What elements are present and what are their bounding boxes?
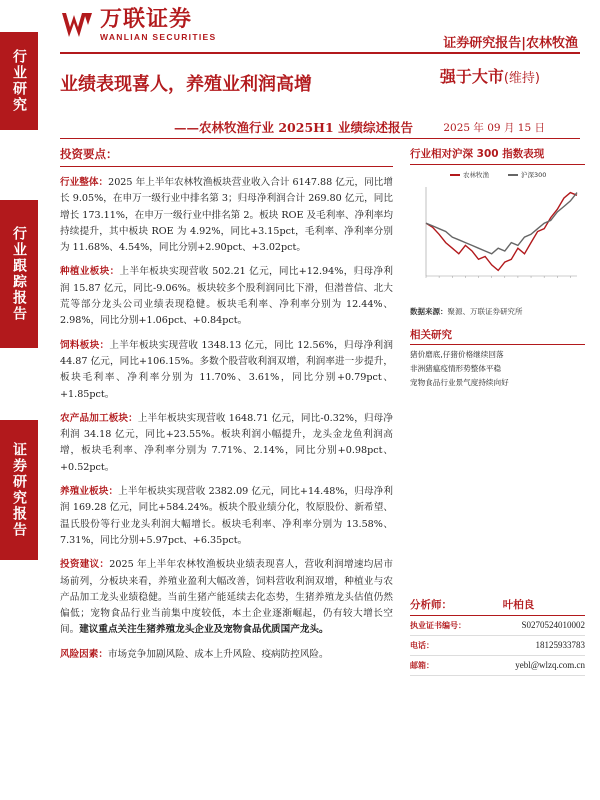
logo-name-cn: 万联证券 xyxy=(100,7,193,32)
legend-swatch xyxy=(508,174,518,176)
analyst-name: 叶柏良 xyxy=(502,599,535,611)
paragraph-lead: 种植业板块： xyxy=(60,266,120,278)
sidebar-block-tracking-report: 行业跟踪报告 xyxy=(0,200,38,348)
summary-paragraph xyxy=(60,411,393,476)
paragraph-lead: 风险因素： xyxy=(60,648,108,660)
analyst-phone-label: 电话： xyxy=(410,641,434,650)
summary-paragraph xyxy=(60,557,393,638)
summary-paragraph xyxy=(60,484,393,549)
sidebar-block-securities-report: 证券研究报告 xyxy=(0,420,38,560)
analyst-box xyxy=(410,597,585,676)
analyst-cert-row xyxy=(410,616,585,636)
sidebar-block-industry-research: 行业研究 xyxy=(0,32,38,130)
report-title: 业绩表现喜人，养殖业利润高增 xyxy=(60,74,312,95)
chart-source xyxy=(410,306,585,317)
analyst-label: 分析师： xyxy=(410,599,452,611)
analyst-cert-label: 执业证书编号： xyxy=(410,621,466,630)
summary-paragraph xyxy=(60,338,393,403)
related-research-list xyxy=(410,348,585,390)
paragraph-lead: 行业整体： xyxy=(60,177,109,188)
related-item[interactable]: 猪价磨底,仔猪价格继续回落 xyxy=(410,350,504,359)
summary-paragraph xyxy=(60,175,393,256)
main-content xyxy=(60,146,393,671)
related-item[interactable]: 非洲猪瘟疫情形势整体平稳 xyxy=(410,364,502,373)
header-divider xyxy=(60,52,580,54)
summary-paragraph xyxy=(60,264,393,329)
legend-label: 农林牧渔 xyxy=(463,171,489,179)
analyst-heading xyxy=(410,597,585,616)
analyst-email-value[interactable]: yebl@wlzq.com.cn xyxy=(515,660,585,670)
paragraph-text: 上半年板块实现营收 1348.13 亿元，同比 12.56%，归母净利润 44.87 亿元，同比+106.15%。多数个股营收利润双增，利润率进一步提升，板块毛利率、净利率分别为 11.70%、3.61%，同比分别+0.79pct、+1.85pct。 xyxy=(60,339,394,400)
analyst-email-row xyxy=(410,656,585,676)
chart-source-label: 数据来源： xyxy=(410,307,448,316)
series-line-agriculture xyxy=(426,193,577,271)
analyst-email-label: 邮箱： xyxy=(410,661,434,670)
logo xyxy=(60,8,216,42)
right-column xyxy=(410,146,585,390)
related-research-heading: 相关研究 xyxy=(410,327,585,345)
paragraph-lead: 养殖业板块： xyxy=(60,486,119,498)
analyst-cert-value: S0270524010002 xyxy=(521,620,585,630)
chart-svg xyxy=(410,169,585,304)
analyst-phone-row xyxy=(410,636,585,656)
title-divider xyxy=(60,138,580,139)
chart xyxy=(410,169,585,304)
rating xyxy=(440,64,540,87)
legend-swatch xyxy=(450,174,460,176)
report-category: 证券研究报告|农林牧渔 xyxy=(443,36,578,51)
logo-name-en: WANLIAN SECURITIES xyxy=(100,32,217,42)
analyst-phone-value: 18125933783 xyxy=(535,640,585,650)
paragraph-text: 上半年板块实现营收 1648.71 亿元，同比-0.32%，归母净利润 34.18 亿元，同比+23.55%。板块利润小幅提升，龙头金龙鱼利润高增，板块毛利率、净利率分别为 7.71%、2.14%，同比分别+0.98pct、+0.52pct。 xyxy=(60,412,394,473)
legend-label: 沪深300 xyxy=(521,171,547,179)
summary-paragraph xyxy=(60,647,393,663)
paragraph-lead: 饲料板块： xyxy=(60,339,110,351)
sidebar xyxy=(0,0,38,800)
paragraph-text: 市场竞争加剧风险、成本上升风险、疫病防控风险。 xyxy=(107,648,329,660)
paragraph-text: 2025 年上半年农林牧渔板块业绩表现喜人，营收利润增速均居市场前列，分板块来看，养殖业盈利大幅改善，饲料营收利润双增，种植业与农产品加工龙头业绩稳健。当前生猪产能延续去化态势，生猪养殖龙头估值仍然偏低；宠物食品行业当前集中度较低，本土企业逐渐崛起，仍有较大增长空间。 xyxy=(60,559,393,636)
wanlian-logo-icon xyxy=(60,9,94,41)
paragraph-lead: 投资建议： xyxy=(60,559,110,571)
chart-title: 行业相对沪深 300 指数表现 xyxy=(410,146,585,165)
paragraph-text: 2025 年上半年农林牧渔板块营业收入合计 6147.88 亿元，同比增长 9.05%，在申万一级行业中排名第 3；归母净利润合计 269.80 亿元，同比增长 173.11%，在申万一级行业中排名第 2。板块 ROE 及毛利率、净利率均持续提升，其中板块 ROE 为 4.92%，同比+3.15pct，毛利率、净利率分别为 11.68%、4.54%，同比分别+2.90pct、+3.02pct。 xyxy=(60,177,393,254)
paragraph-text: 上半年板块实现营收 502.21 亿元，同比+12.94%，归母净利润 15.87 亿元，同比-9.06%。板块较多个股利润同比下滑，但潜普信、北大荒等部分龙头公司业绩表现稳健。板块毛利率、净利率分别为 12.44%、2.98%，同比分别+1.06pct、+0.84pct。 xyxy=(60,266,393,327)
paragraph-emphasis: 建议重点关注生猪养殖龙头企业及宠物食品优质国产龙头。 xyxy=(79,624,329,636)
report-date: 2025 年 09 月 15 日 xyxy=(443,122,545,134)
paragraph-lead: 农产品加工板块： xyxy=(60,412,138,424)
chart-source-text: 聚源、万联证券研究所 xyxy=(447,307,523,316)
investment-points-heading: 投资要点： xyxy=(60,146,393,167)
paragraph-text: 上半年板块实现营收 2382.09 亿元，同比+14.48%，归母净利润 169.28 亿元，同比+584.24%。板块个股业绩分化，牧原股份、新希望、温氏股份等行业龙头利润大幅增长。板块毛利率、净利率分别为 13.58%、7.31%，同比分别+5.97pct、+6.35pct。 xyxy=(60,486,394,546)
rating-note: (维持) xyxy=(503,71,540,86)
rating-value: 强于大市 xyxy=(439,67,504,86)
report-subtitle: ——农林牧渔行业 2025H1 业绩综述报告 xyxy=(174,120,414,135)
related-item[interactable]: 宠物食品行业景气度持续向好 xyxy=(410,378,509,387)
